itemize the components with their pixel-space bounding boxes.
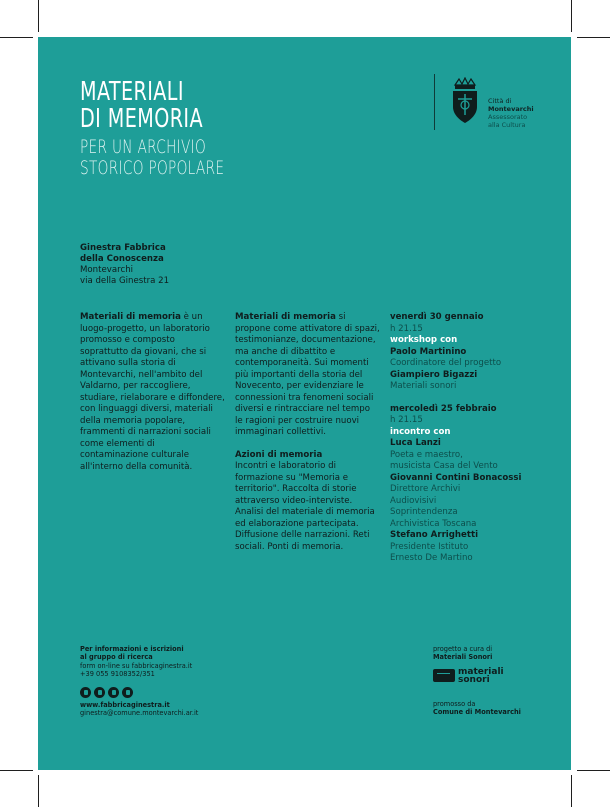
city-crest-icon — [449, 77, 481, 131]
col1-bold: Materiali di memoria — [80, 312, 181, 322]
info-line-2: al gruppo di ricerca — [80, 653, 153, 662]
city-line-2: Montevarchi — [488, 105, 534, 113]
col1-text: è un luogo-progetto, un laboratorio promosso e composto soprattutto da giovani, che si attivano sulla storia di Montevarchi, nell'ambito del Valdarno, per raccogliere, studiare, rielaborare e diffondere, con linguaggi diversi, materiali della memoria popolare, frammenti di narrazioni sociali come elementi di contaminazione culturale all'interno della comunità. — [80, 312, 225, 472]
event2-role1b: musicista Casa del Vento — [390, 461, 498, 471]
poster — [38, 37, 571, 770]
materiali-sonori-mark-icon — [433, 669, 455, 682]
crop-mark — [0, 770, 33, 771]
event2-kind: incontro con — [390, 426, 451, 437]
event2-role2a: Direttore Archivi — [390, 484, 461, 494]
event2-date: mercoledì 25 febbraio — [390, 403, 497, 414]
event2-role3a: Presidente Istituto — [390, 541, 469, 552]
city-line-1: Città di — [488, 97, 512, 105]
logo-line-1: materiali — [458, 666, 504, 677]
event2-role3b: Ernesto De Martino — [390, 553, 473, 563]
title-line-1: MATERIALI — [80, 77, 184, 107]
promo-name: Comune di Montevarchi — [433, 708, 521, 717]
city-line-4: alla Cultura — [488, 121, 526, 129]
event1-time: h 21.15 — [390, 323, 423, 334]
description-column-1 — [80, 312, 225, 473]
event2-time: h 21.15 — [390, 415, 423, 425]
venue-name-1: Ginestra Fabbrica — [80, 243, 166, 253]
col2-text: si propone come attivatore di spazi, testimonianze, documentazione, ma anche di dibattito e contemporaneità. Sui momenti più importanti della storia del Novecento, per evidenziare le connessioni tra fenomeni sociali diversi e rintracciare nel tempo le ragioni per costruire nuovi immaginari collettivi. — [235, 312, 380, 437]
description-column-2 — [235, 312, 380, 553]
actions-title: Azioni di memoria — [235, 449, 323, 460]
materiali-sonori-wordmark — [458, 668, 504, 684]
event2-role2d: Archivistica Toscana — [390, 518, 477, 529]
event-1 — [390, 312, 540, 393]
event1-role1: Coordinatore del progetto — [390, 358, 502, 368]
city-line-3: Assessorato — [488, 113, 528, 121]
event1-speaker2: Giampiero Bigazzi — [390, 369, 478, 380]
title-line-2: DI MEMORIA — [80, 104, 204, 134]
event-2 — [390, 404, 540, 565]
info-phone: +39 055 9108352/351 — [80, 670, 155, 679]
pinterest-icon[interactable] — [108, 687, 119, 698]
facebook-icon[interactable] — [80, 687, 91, 698]
credits-block — [433, 645, 553, 717]
crop-mark — [571, 0, 572, 32]
city-label — [488, 97, 558, 129]
event2-speaker1: Luca Lanzi — [390, 438, 441, 448]
subtitle-line-2: STORICO POPOLARE — [80, 158, 225, 179]
actions-text: Incontri e laboratorio di formazione su "Memoria e territorio". Raccolta di storie attraverso video-interviste. Analisi del materiale di memoria ed elaborazione partecipata. Diffusione delle narrazioni. Reti sociali. Ponti di memoria. — [235, 461, 375, 552]
venue-block — [80, 243, 169, 287]
event2-speaker2: Giovanni Contini Bonacossi — [390, 472, 522, 483]
subtitle-line-1: PER UN ARCHIVIO — [80, 137, 207, 158]
event2-role2c: Soprintendenza — [390, 507, 458, 517]
venue-address: via della Ginestra 21 — [80, 276, 170, 286]
title-block — [80, 79, 410, 179]
crop-mark — [571, 775, 572, 807]
title-subtitle — [80, 137, 391, 179]
venue-town: Montevarchi — [80, 265, 134, 275]
events-column — [390, 312, 540, 565]
crop-mark — [577, 770, 610, 771]
event1-date: venerdì 30 gennaio — [390, 312, 484, 322]
youtube-icon[interactable] — [122, 687, 133, 698]
crop-mark — [38, 0, 39, 32]
crop-mark — [577, 37, 610, 38]
col2-bold: Materiali di memoria — [235, 312, 336, 322]
project-label: progetto a cura di — [433, 645, 493, 653]
event1-kind: workshop con — [390, 335, 458, 345]
venue-name-2: della Conoscenza — [80, 254, 164, 264]
event2-role1a: Poeta e maestro, — [390, 449, 463, 460]
social-icons — [80, 687, 280, 698]
materiali-sonori-logo — [433, 668, 553, 684]
event1-role2: Materiali sonori — [390, 381, 457, 391]
crop-mark — [38, 775, 39, 807]
info-line-1: Per informazioni e iscrizioni — [80, 645, 184, 653]
logo-divider — [434, 74, 435, 130]
twitter-icon[interactable] — [94, 687, 105, 698]
info-block — [80, 645, 280, 717]
event1-speaker1: Paolo Martinino — [390, 346, 467, 357]
project-name: Materiali Sonori — [433, 653, 493, 662]
email-link[interactable]: ginestra@comune.montevarchi.ar.it — [80, 709, 199, 718]
crop-mark — [0, 37, 33, 38]
info-line-3: form on-line su fabbricaginestra.it — [80, 661, 193, 670]
website-link[interactable]: www.fabbricaginestra.it — [80, 700, 170, 709]
title-main — [80, 79, 408, 133]
event2-role2b: Audiovisivi — [390, 495, 437, 506]
event2-speaker3: Stefano Arrighetti — [390, 530, 479, 540]
promo-label: promosso da — [433, 699, 476, 708]
logo-line-2: sonori — [458, 674, 490, 685]
